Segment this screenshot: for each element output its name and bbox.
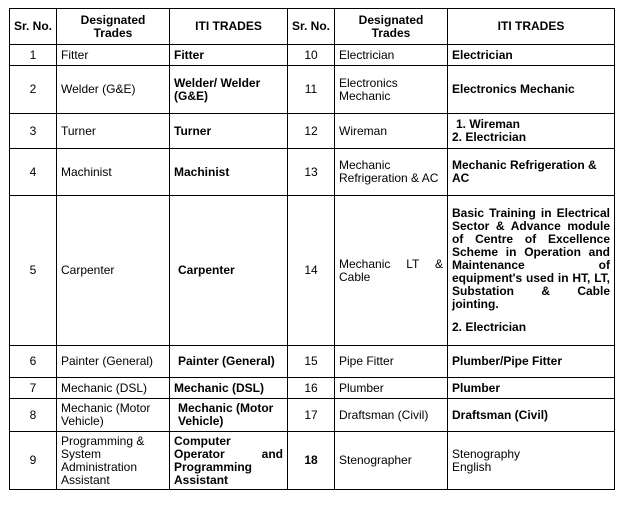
iti-trade: Computer Operator and Programming Assistant [170,432,288,490]
designated-trade: Fitter [57,45,170,66]
iti-trade: Fitter [170,45,288,66]
designated-trade: Pipe Fitter [335,346,448,378]
iti-trade: Mechanic (DSL) [170,378,288,399]
sr-no: 2 [10,66,57,114]
iti-trade-line: English [452,459,492,474]
sr-no: 4 [10,149,57,196]
iti-trade: Carpenter [170,196,288,346]
iti-trade [448,432,615,490]
table-row [10,114,615,149]
iti-trade [448,196,615,346]
sr-no: 12 [288,114,335,149]
iti-trade: Plumber/Pipe Fitter [448,346,615,378]
iti-trade: Electronics Mechanic [448,66,615,114]
header-sr-no: Sr. No. [10,9,57,45]
iti-trade: Painter (General) [170,346,288,378]
trades-table [9,8,615,490]
sr-no: 11 [288,66,335,114]
iti-trade: Electrician [448,45,615,66]
iti-trade: Turner [170,114,288,149]
table-row [10,432,615,490]
sr-no: 13 [288,149,335,196]
sr-no: 6 [10,346,57,378]
iti-trade: Mechanic (Motor Vehicle) [170,399,288,432]
designated-trade: Wireman [335,114,448,149]
table-row [10,346,615,378]
designated-trade: Mechanic (Motor Vehicle) [57,399,170,432]
sr-no: 1 [10,45,57,66]
designated-trade: Electrician [335,45,448,66]
designated-trade: Machinist [57,149,170,196]
sr-no: 9 [10,432,57,490]
designated-trade: Turner [57,114,170,149]
designated-trade: Mechanic (DSL) [57,378,170,399]
iti-trade [448,114,615,149]
iti-trade: Draftsman (Civil) [448,399,615,432]
header-row [10,9,615,45]
iti-trade: Welder/ Welder (G&E) [170,66,288,114]
designated-trade: Programming & System Administration Assistant [57,432,170,490]
designated-trade: Draftsman (Civil) [335,399,448,432]
iti-trade-line: 2. Electrician [452,130,527,144]
sr-no: 15 [288,346,335,378]
header-iti-trades-2: ITI TRADES [448,9,615,45]
sr-no: 8 [10,399,57,432]
designated-trade: Mechanic LT & Cable [335,196,448,346]
designated-trade: Welder (G&E) [57,66,170,114]
iti-trade: Machinist [170,149,288,196]
table-row [10,45,615,66]
designated-trade: Electronics Mechanic [335,66,448,114]
header-iti-trades: ITI TRADES [170,9,288,45]
header-sr-no-2: Sr. No. [288,9,335,45]
iti-trade-line: 2. Electrician [452,320,527,334]
sr-no: 14 [288,196,335,346]
table-row [10,149,615,196]
sr-no: 17 [288,399,335,432]
iti-trade: Plumber [448,378,615,399]
iti-trade-line: 1. Wireman [456,117,520,131]
table-row [10,399,615,432]
sr-no: 3 [10,114,57,149]
designated-trade: Carpenter [57,196,170,346]
sr-no: 18 [288,432,335,490]
table-row [10,66,615,114]
sr-no: 10 [288,45,335,66]
header-designated-trades-2: Designated Trades [335,9,448,45]
sr-no: 16 [288,378,335,399]
iti-trade-line: Basic Training in Electrical Sector & Advance module of Centre of Excellence Scheme in Operation and Maintenance of equipment's used in HT, LT, Substation & Cable jointing. [452,206,610,311]
designated-trade: Mechanic Refrigeration & AC [335,149,448,196]
sr-no: 5 [10,196,57,346]
table-row [10,196,615,346]
designated-trade: Plumber [335,378,448,399]
iti-trade: Mechanic Refrigeration & AC [448,149,615,196]
designated-trade: Stenographer [335,432,448,490]
table-row [10,378,615,399]
header-designated-trades: Designated Trades [57,9,170,45]
designated-trade: Painter (General) [57,346,170,378]
iti-trade-line: Stenography [452,446,521,461]
sr-no: 7 [10,378,57,399]
